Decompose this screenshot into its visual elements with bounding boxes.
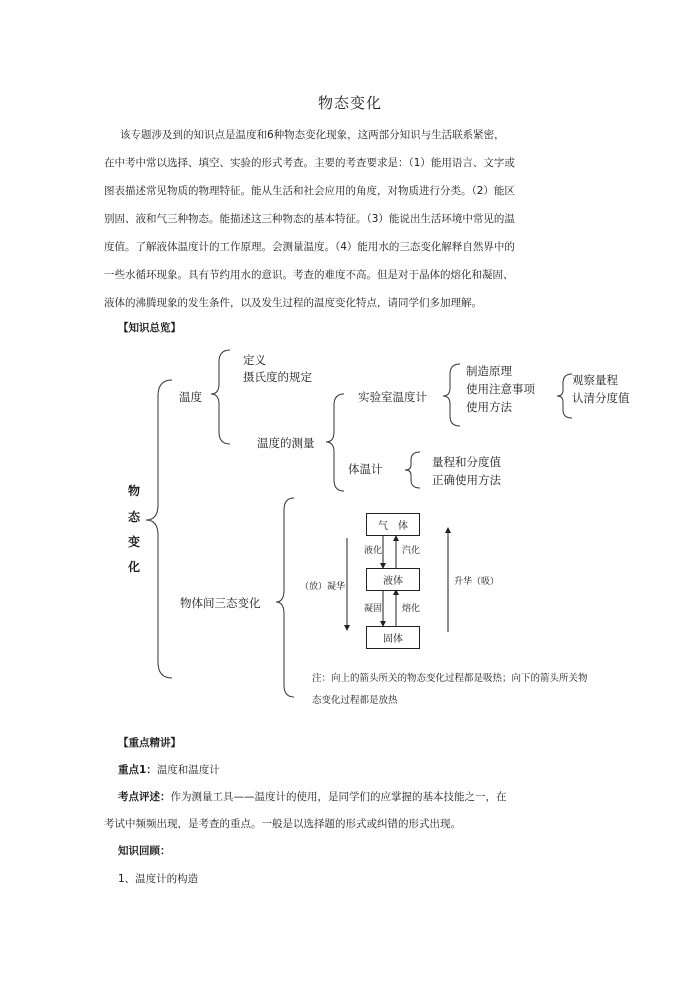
intro-line: 该专题涉及到的知识点是温度和6种物态变化现象，这两部分知识与生活联系紧密， <box>120 129 505 141</box>
section-heading-focus: 【重点精讲】 <box>118 737 181 749</box>
state-box-liquid: 液体 <box>366 568 420 591</box>
review-line: 考试中频频出现，是考查的重点。一般是以选择题的形式或纠错的形式出现。 <box>104 818 461 830</box>
state-box-solid: 固体 <box>366 626 420 649</box>
focus-label: 重点1： <box>118 764 157 776</box>
node-clinical-item: 量程和分度值 <box>432 455 501 469</box>
root-char: 态 <box>128 510 141 524</box>
map-note-line: 态变化过程都是放热 <box>312 695 398 706</box>
label-sublimation: 升华（吸） <box>454 577 500 587</box>
page-title: 物态变化 <box>317 94 382 112</box>
lab-brace <box>443 364 460 426</box>
clinical-brace <box>405 452 420 488</box>
node-observe-item: 观察量程 <box>572 373 618 387</box>
map-note-line: 注：向上的箭头所关的物态变化过程都是吸热；向下的箭头所关物 <box>312 673 588 684</box>
focus-line <box>118 762 220 777</box>
root-char: 化 <box>128 560 141 574</box>
list-item: 1、温度计的构造 <box>118 873 199 885</box>
review-label: 考点评述： <box>118 791 171 803</box>
intro-line: 液体的沸腾现象的发生条件，以及发生过程的温度变化特点，请同学们多加理解。 <box>104 297 482 309</box>
temperature-brace <box>211 350 230 444</box>
root-char: 物 <box>128 484 141 498</box>
three-state-brace <box>276 498 294 697</box>
root-char: 变 <box>128 535 141 549</box>
intro-line: 一些水循环现象。具有节约用水的意识。考查的难度不高。但是对于晶体的熔化和凝固、 <box>104 269 514 281</box>
node-clinical-item: 正确使用方法 <box>432 473 501 487</box>
node-celsius: 摄氏度的规定 <box>243 370 312 384</box>
label-vaporization: 汽化 <box>402 546 421 556</box>
node-lab-thermometer: 实验室温度计 <box>358 390 427 404</box>
node-three-state: 物体间三态变化 <box>180 596 261 610</box>
label-desublimation: （放）凝华 <box>300 582 346 592</box>
node-lab-item: 制造原理 <box>466 364 512 378</box>
node-lab-item: 使用注意事项 <box>466 382 535 396</box>
intro-line: 别固、液和气三种物态。能描述这三种物态的基本特征。（3）能说出生活环境中常见的温 <box>104 213 515 225</box>
focus-text: 温度和温度计 <box>156 764 220 776</box>
label-solidification: 凝固 <box>364 604 383 614</box>
root-brace <box>146 380 172 678</box>
section-heading-summary: 【知识总览】 <box>118 322 181 334</box>
review-line <box>118 789 507 804</box>
node-temperature: 温度 <box>179 390 202 404</box>
label-melting: 熔化 <box>402 604 421 614</box>
intro-line: 图表描述常见物质的物理特征。能从生活和社会应用的角度，对物质进行分类。（2）能区 <box>104 185 515 197</box>
review2-label: 知识回顾： <box>118 845 171 857</box>
intro-line: 度值。了解液体温度计的工作原理。会测量温度。（4）能用水的三态变化解释自然界中的 <box>104 241 515 253</box>
node-clinical-thermometer: 体温计 <box>348 462 383 476</box>
node-observe-item: 认清分度值 <box>572 391 630 405</box>
intro-line: 在中考中常以选择、填空、实验的形式考查。主要的考查要求是：（1）能用语言、文字或 <box>104 157 515 169</box>
review-text: 作为测量工具——温度计的使用，是同学们的应掌握的基本技能之一，在 <box>170 791 507 803</box>
observe-brace <box>557 374 572 418</box>
measurement-brace <box>326 394 344 491</box>
state-box-gas: 气 体 <box>366 513 420 536</box>
node-definition: 定义 <box>243 353 266 367</box>
node-measurement: 温度的测量 <box>257 436 315 450</box>
label-liquefaction: 液化 <box>364 546 383 556</box>
node-lab-item: 使用方法 <box>466 400 512 414</box>
